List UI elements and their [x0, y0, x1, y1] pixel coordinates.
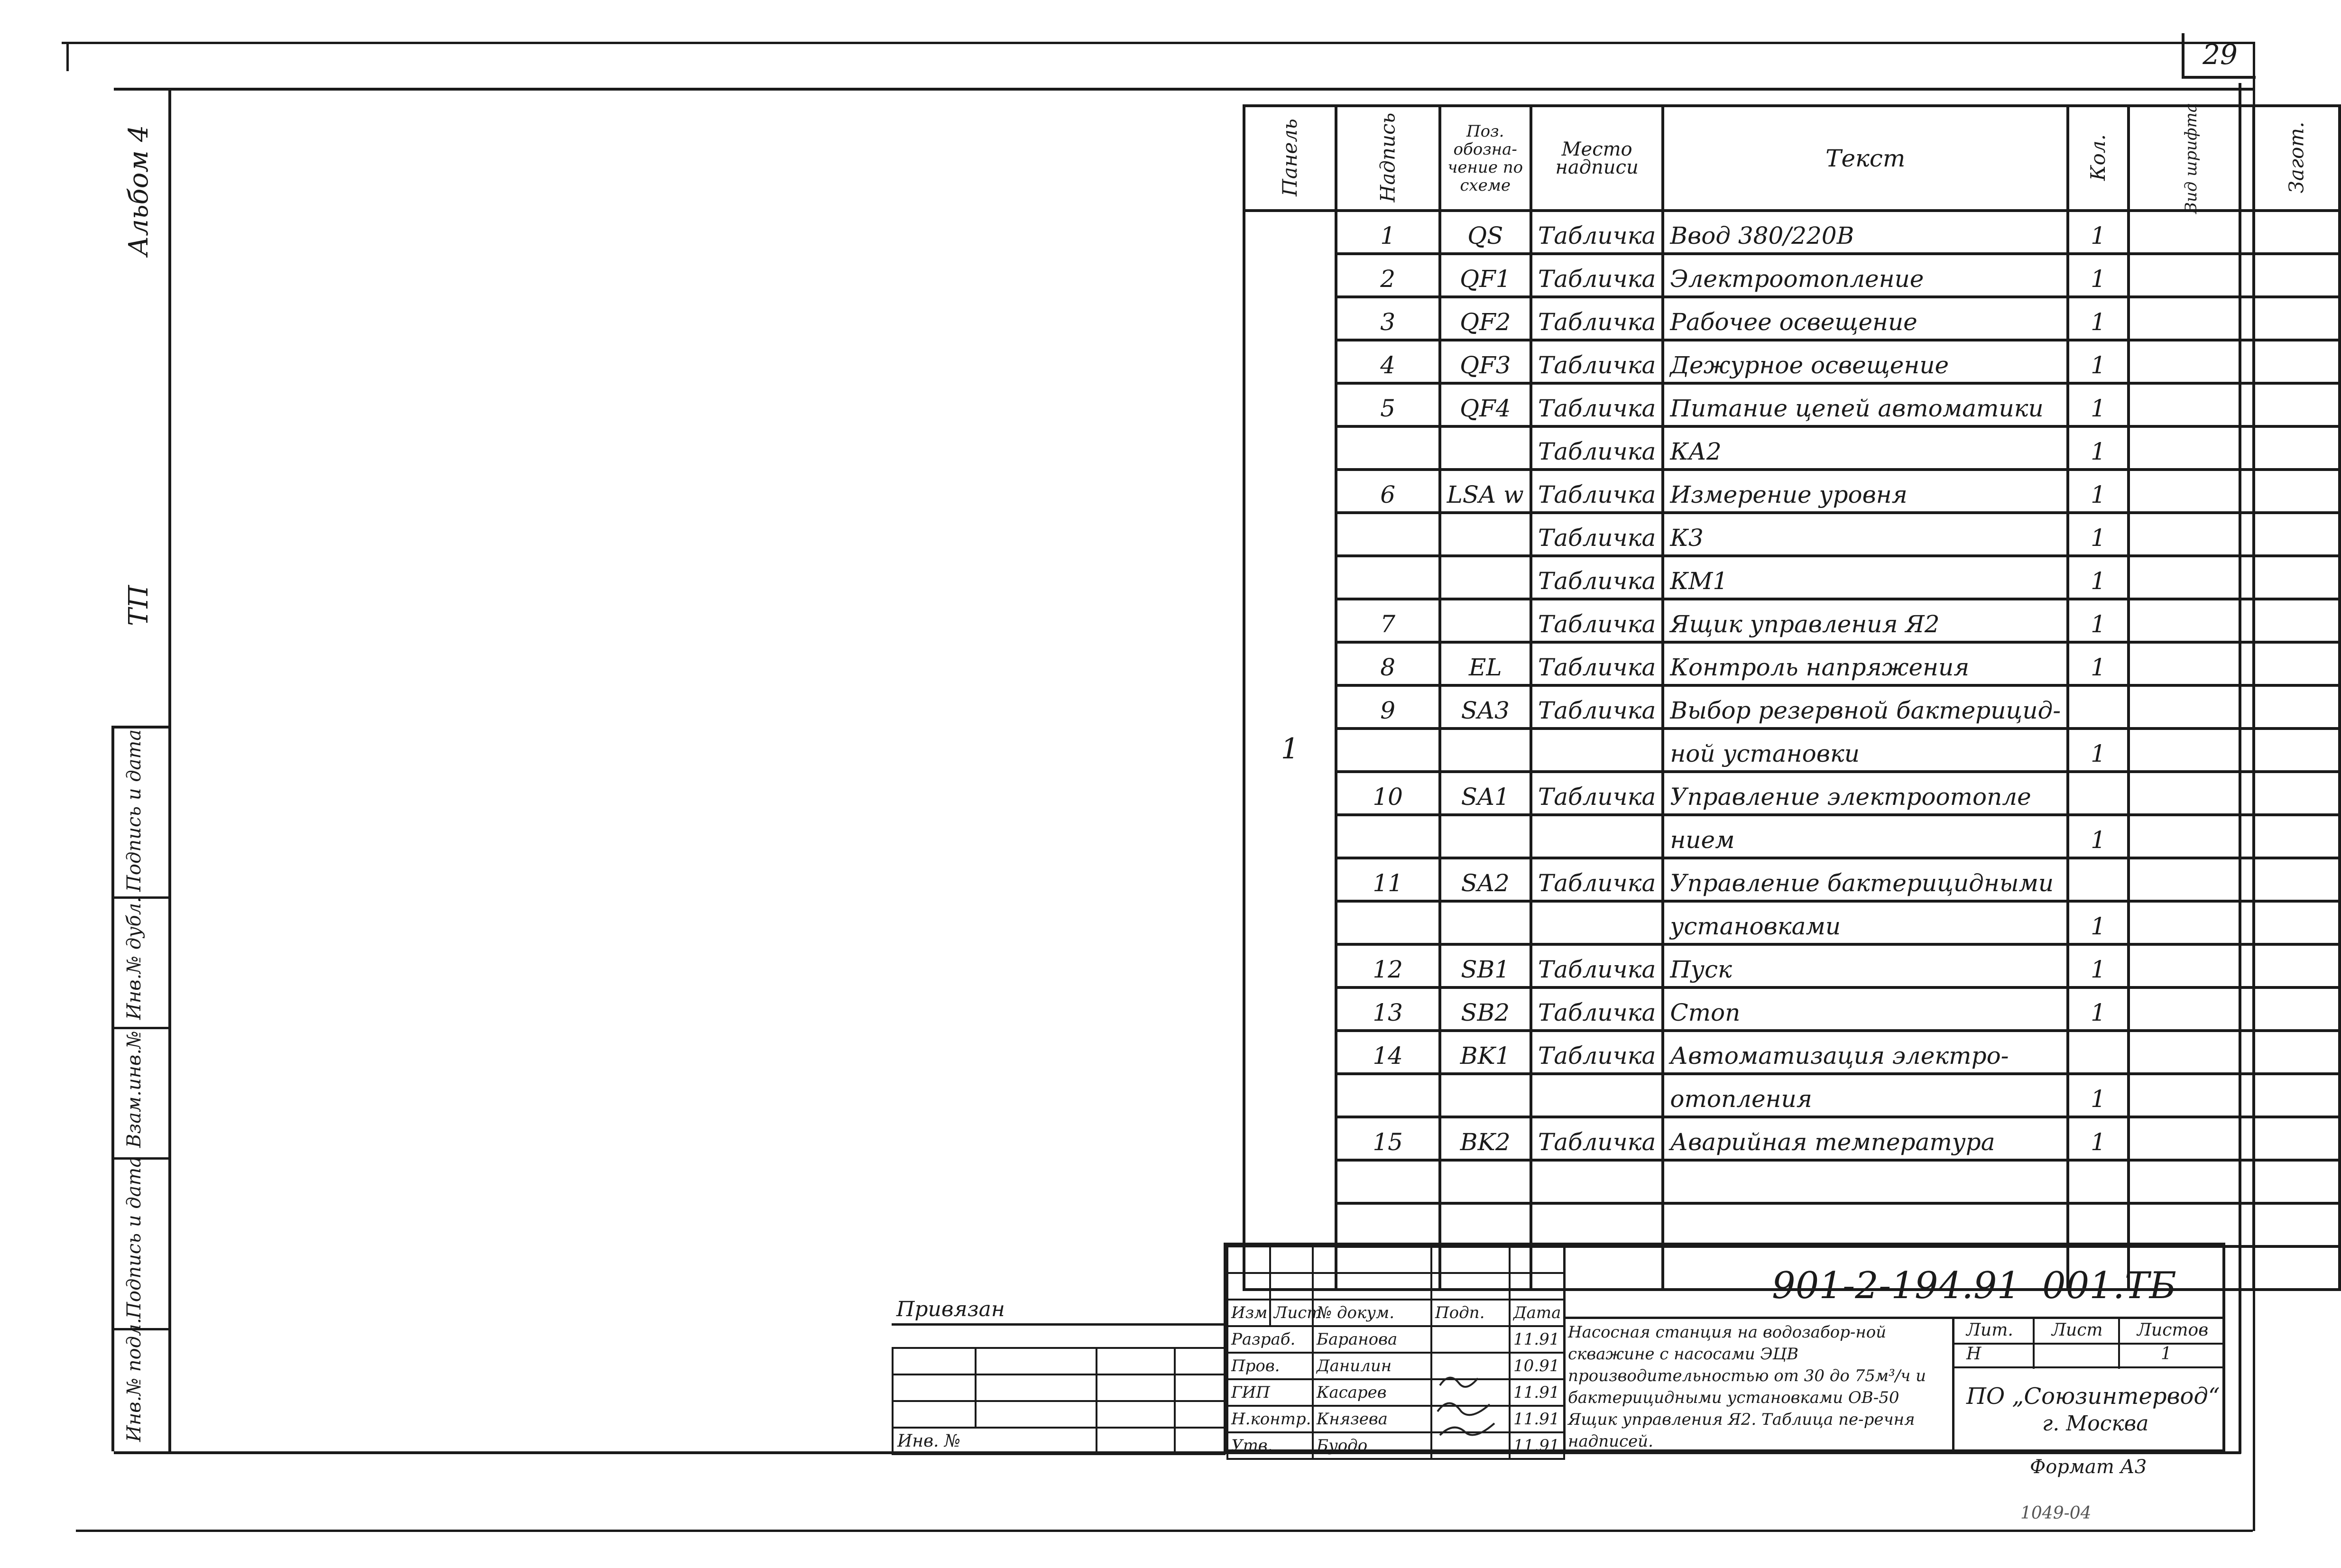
row-number [1336, 729, 1440, 772]
qty-cell: 1 [2068, 1074, 2129, 1117]
qty-cell: 1 [2068, 340, 2129, 383]
font-cell [2129, 858, 2254, 901]
table-row [1244, 470, 2340, 513]
table-row [1244, 772, 2340, 815]
text-cell: Ящик управления Я2 [1663, 599, 2068, 642]
qty-cell: 1 [2068, 556, 2129, 599]
qty-cell [2068, 685, 2129, 729]
role-row: Н.контр. Князева 11.91 [1227, 1406, 1564, 1432]
text-cell: Измерение уровня [1663, 470, 2068, 513]
text-cell: Стоп [1663, 987, 2068, 1031]
position-code: SA3 [1440, 685, 1531, 729]
table-row [1244, 1117, 2340, 1160]
frame-inner-left [168, 88, 171, 1454]
text-cell: Пуск [1663, 944, 2068, 987]
table-row [1244, 1203, 2340, 1246]
place-cell [1531, 729, 1663, 772]
org-name: ПО „Союзинтервод“ [1966, 1383, 2220, 1410]
blank-cell [2254, 1203, 2340, 1246]
text-cell: Рабочее освещение [1663, 297, 2068, 340]
lit-value: Н [1966, 1344, 1982, 1364]
row-number: 1 [1336, 211, 1440, 254]
table-row [1244, 383, 2340, 426]
frame-outer-bottom [76, 1530, 2253, 1532]
sheets-value: 1 [2161, 1344, 2172, 1364]
row-number: 3 [1336, 297, 1440, 340]
qty-cell: 1 [2068, 599, 2129, 642]
row-number: 5 [1336, 383, 1440, 426]
frame-corner-mark [66, 43, 69, 71]
row-number [1336, 1203, 1440, 1246]
font-cell [2129, 1203, 2254, 1246]
qty-cell: 1 [2068, 470, 2129, 513]
position-code [1440, 599, 1531, 642]
position-code: QS [1440, 211, 1531, 254]
row-number [1336, 556, 1440, 599]
font-cell [2129, 340, 2254, 383]
place-cell: Табличка [1531, 383, 1663, 426]
place-cell: Табличка [1531, 987, 1663, 1031]
blank-cell [2254, 470, 2340, 513]
col-header-qty: Кол. [2068, 106, 2129, 211]
font-cell [2129, 642, 2254, 685]
text-cell: Управление бактерицидными [1663, 858, 2068, 901]
row-number: 15 [1336, 1117, 1440, 1160]
position-code: SB2 [1440, 987, 1531, 1031]
place-cell: Табличка [1531, 1117, 1663, 1160]
font-cell [2129, 1031, 2254, 1074]
row-number [1336, 1074, 1440, 1117]
col-header-label: Надпись [1336, 106, 1440, 211]
row-number: 14 [1336, 1031, 1440, 1074]
position-code [1440, 426, 1531, 470]
frame-inner-top [114, 88, 2255, 91]
blank-cell [2254, 254, 2340, 297]
table-row [1244, 901, 2340, 944]
place-cell [1531, 1160, 1663, 1203]
text-cell: нием [1663, 815, 2068, 858]
sheets-label: Листов [2137, 1320, 2209, 1340]
position-code [1440, 815, 1531, 858]
text-cell: КА2 [1663, 426, 2068, 470]
font-cell [2129, 729, 2254, 772]
place-cell: Табличка [1531, 858, 1663, 901]
font-cell [2129, 470, 2254, 513]
text-cell: отопления [1663, 1074, 2068, 1117]
table-row [1244, 685, 2340, 729]
text-cell: ной установки [1663, 729, 2068, 772]
text-cell: Электроотопление [1663, 254, 2068, 297]
col-header-blank: Загот. [2254, 106, 2340, 211]
position-code: QF1 [1440, 254, 1531, 297]
format-label: Формат А3 [2030, 1456, 2147, 1478]
qty-cell: 1 [2068, 513, 2129, 556]
row-number [1336, 426, 1440, 470]
font-cell [2129, 383, 2254, 426]
text-cell: Контроль напряжения [1663, 642, 2068, 685]
blank-cell [2254, 987, 2340, 1031]
font-cell [2129, 815, 2254, 858]
frame-top-line [62, 42, 2253, 44]
lit-label: Лит. [1966, 1320, 2013, 1340]
text-cell: Автоматизация электро- [1663, 1031, 2068, 1074]
place-cell: Табличка [1531, 340, 1663, 383]
place-cell [1531, 815, 1663, 858]
blank-cell [2254, 944, 2340, 987]
position-code: QF3 [1440, 340, 1531, 383]
table-header-row [1244, 106, 2340, 211]
qty-cell: 1 [2068, 815, 2129, 858]
table-row [1244, 987, 2340, 1031]
place-cell: Табличка [1531, 772, 1663, 815]
table-row [1244, 254, 2340, 297]
bottom-mark: 1049-04 [2020, 1503, 2092, 1523]
position-code: BK2 [1440, 1117, 1531, 1160]
place-cell: Табличка [1531, 642, 1663, 685]
font-cell [2129, 685, 2254, 729]
row-number [1336, 513, 1440, 556]
position-code: EL [1440, 642, 1531, 685]
text-cell: Питание цепей автоматики [1663, 383, 2068, 426]
qty-cell: 1 [2068, 1117, 2129, 1160]
table-row [1244, 599, 2340, 642]
place-cell: Табличка [1531, 599, 1663, 642]
font-cell [2129, 599, 2254, 642]
blank-cell [2254, 1160, 2340, 1203]
qty-cell: 1 [2068, 383, 2129, 426]
row-number: 8 [1336, 642, 1440, 685]
qty-cell [2068, 1160, 2129, 1203]
margin-label-inv-dubl: Инв.№ дубл. [123, 897, 145, 1020]
table-row [1244, 556, 2340, 599]
place-cell [1531, 1203, 1663, 1246]
qty-cell: 1 [2068, 944, 2129, 987]
font-cell [2129, 1160, 2254, 1203]
title-block [1224, 1243, 2225, 1455]
position-code: LSA w [1440, 470, 1531, 513]
font-cell [2129, 1074, 2254, 1117]
table-row [1244, 297, 2340, 340]
blank-cell [2254, 1031, 2340, 1074]
blank-cell [2254, 297, 2340, 340]
place-cell: Табличка [1531, 470, 1663, 513]
table-row [1244, 1031, 2340, 1074]
row-number: 11 [1336, 858, 1440, 901]
row-number [1336, 901, 1440, 944]
position-code [1440, 1160, 1531, 1203]
qty-cell: 1 [2068, 211, 2129, 254]
table-row [1244, 944, 2340, 987]
place-cell: Табличка [1531, 426, 1663, 470]
blank-cell [2254, 383, 2340, 426]
qty-cell [2068, 858, 2129, 901]
margin-strip-left [111, 726, 114, 1451]
sheet-label: Лист [2052, 1320, 2103, 1340]
blank-cell [2254, 729, 2340, 772]
place-cell [1531, 901, 1663, 944]
margin-label-vzam-inv: Взам.инв.№ [123, 1031, 145, 1148]
font-cell [2129, 772, 2254, 815]
series-label: ТП [123, 585, 154, 626]
qty-cell [2068, 772, 2129, 815]
position-code [1440, 1074, 1531, 1117]
table-row [1244, 1160, 2340, 1203]
row-number: 10 [1336, 772, 1440, 815]
table-row [1244, 729, 2340, 772]
qty-cell: 1 [2068, 642, 2129, 685]
font-cell [2129, 987, 2254, 1031]
qty-cell: 1 [2068, 987, 2129, 1031]
privyazan-title: Привязан [896, 1297, 1005, 1321]
qty-cell: 1 [2068, 426, 2129, 470]
qty-cell: 1 [2068, 901, 2129, 944]
blank-cell [2254, 1117, 2340, 1160]
row-number: 4 [1336, 340, 1440, 383]
blank-cell [2254, 901, 2340, 944]
role-row: Пров. Данилин 10.91 [1227, 1353, 1564, 1379]
blank-cell [2254, 513, 2340, 556]
text-cell: Аварийная температура [1663, 1117, 2068, 1160]
table-row [1244, 211, 2340, 254]
place-cell: Табличка [1531, 944, 1663, 987]
margin-label-podpis-1: Подпись и дата [123, 1156, 145, 1319]
position-code [1440, 1203, 1531, 1246]
position-code [1440, 513, 1531, 556]
place-cell: Табличка [1531, 297, 1663, 340]
doc-description: Насосная станция на водозабор-ной скважине с насосами ЭЦВ производительностью от 30 до 75м³/ч и бактерицидными установками ОВ-50 Ящик управления Я2. Таблица пе-речня надписей. [1568, 1323, 1926, 1451]
signatures-image [1430, 1364, 1509, 1449]
row-number: 13 [1336, 987, 1440, 1031]
qty-cell: 1 [2068, 297, 2129, 340]
role-row: Утв. Буодо 11.91 [1227, 1432, 1564, 1459]
blank-cell [2254, 1074, 2340, 1117]
place-cell: Табличка [1531, 556, 1663, 599]
blank-cell [2254, 1246, 2340, 1290]
position-code: SB1 [1440, 944, 1531, 987]
place-cell [1531, 1074, 1663, 1117]
blank-cell [2254, 211, 2340, 254]
margin-strip-top [111, 726, 168, 729]
qty-cell: 1 [2068, 729, 2129, 772]
place-cell: Табличка [1531, 254, 1663, 297]
doc-code: 901-2-194.91 [1772, 1264, 2021, 1307]
text-cell [1663, 1160, 2068, 1203]
col-header-text: Текст [1663, 106, 2068, 211]
row-number: 6 [1336, 470, 1440, 513]
position-code [1440, 729, 1531, 772]
row-number: 7 [1336, 599, 1440, 642]
role-row: ГИП Касарев 11.91 [1227, 1379, 1564, 1406]
table-row [1244, 815, 2340, 858]
text-cell: Управление электроотопле [1663, 772, 2068, 815]
row-number: 12 [1336, 944, 1440, 987]
font-cell [2129, 556, 2254, 599]
text-cell [1663, 1203, 2068, 1246]
font-cell [2129, 297, 2254, 340]
table-row [1244, 858, 2340, 901]
blank-cell [2254, 556, 2340, 599]
font-cell [2129, 254, 2254, 297]
row-number: 2 [1336, 254, 1440, 297]
col-header-position: Поз. обозна-чение по схеме [1440, 106, 1531, 211]
position-code: QF4 [1440, 383, 1531, 426]
blank-cell [2254, 642, 2340, 685]
position-code: BK1 [1440, 1031, 1531, 1074]
place-cell: Табличка [1531, 1031, 1663, 1074]
position-code: SA2 [1440, 858, 1531, 901]
position-code [1440, 901, 1531, 944]
org-city: г. Москва [2042, 1411, 2149, 1436]
table-row [1244, 513, 2340, 556]
position-code: QF2 [1440, 297, 1531, 340]
blank-cell [2254, 685, 2340, 729]
text-cell: Ввод 380/220В [1663, 211, 2068, 254]
blank-cell [2254, 599, 2340, 642]
font-cell [2129, 513, 2254, 556]
title-block-header-row: Изм Лист № докум. Подп. Дата [1227, 1300, 1564, 1326]
privyazan-block [892, 1297, 1224, 1451]
blank-cell [2254, 772, 2340, 815]
qty-cell: 1 [2068, 254, 2129, 297]
font-cell [2129, 901, 2254, 944]
text-cell: установками [1663, 901, 2068, 944]
margin-label-podpis-2: Подпись и дата [123, 729, 145, 892]
text-cell: Дежурное освещение [1663, 340, 2068, 383]
blank-cell [2254, 340, 2340, 383]
text-cell: Выбор резервной бактерицид- [1663, 685, 2068, 729]
col-header-place: Место надписи [1531, 106, 1663, 211]
position-code: SA1 [1440, 772, 1531, 815]
row-number: 9 [1336, 685, 1440, 729]
font-cell [2129, 944, 2254, 987]
doc-sheet-code: 001.ТБ [2042, 1264, 2177, 1307]
table-row [1244, 1074, 2340, 1117]
place-cell: Табличка [1531, 211, 1663, 254]
qty-cell [2068, 1203, 2129, 1246]
blank-cell [2254, 815, 2340, 858]
row-number [1336, 1160, 1440, 1203]
inscriptions-table [1243, 104, 2341, 1291]
text-cell: К3 [1663, 513, 2068, 556]
table-row [1244, 642, 2340, 685]
row-number [1336, 815, 1440, 858]
privyazan-inv: Инв. № [893, 1428, 1097, 1454]
col-header-panel: Панель [1244, 106, 1336, 211]
panel-cell: 1 [1244, 211, 1336, 1290]
position-code [1440, 556, 1531, 599]
place-cell: Табличка [1531, 685, 1663, 729]
place-cell: Табличка [1531, 513, 1663, 556]
blank-cell [2254, 426, 2340, 470]
font-cell [2129, 426, 2254, 470]
album-label: Альбом 4 [123, 125, 154, 256]
blank-cell [2254, 858, 2340, 901]
text-cell: КМ1 [1663, 556, 2068, 599]
table-row [1244, 426, 2340, 470]
margin-label-inv-podl: Инв.№ подл. [123, 1318, 145, 1442]
role-row: Разраб. Баранова 11.91 [1227, 1326, 1564, 1353]
margin-strip-divider-2 [111, 1027, 168, 1029]
font-cell [2129, 211, 2254, 254]
col-header-font: Вид шрифта [2129, 106, 2254, 211]
qty-cell [2068, 1031, 2129, 1074]
font-cell [2129, 1117, 2254, 1160]
page-number: 29 [2182, 33, 2256, 79]
table-row [1244, 340, 2340, 383]
